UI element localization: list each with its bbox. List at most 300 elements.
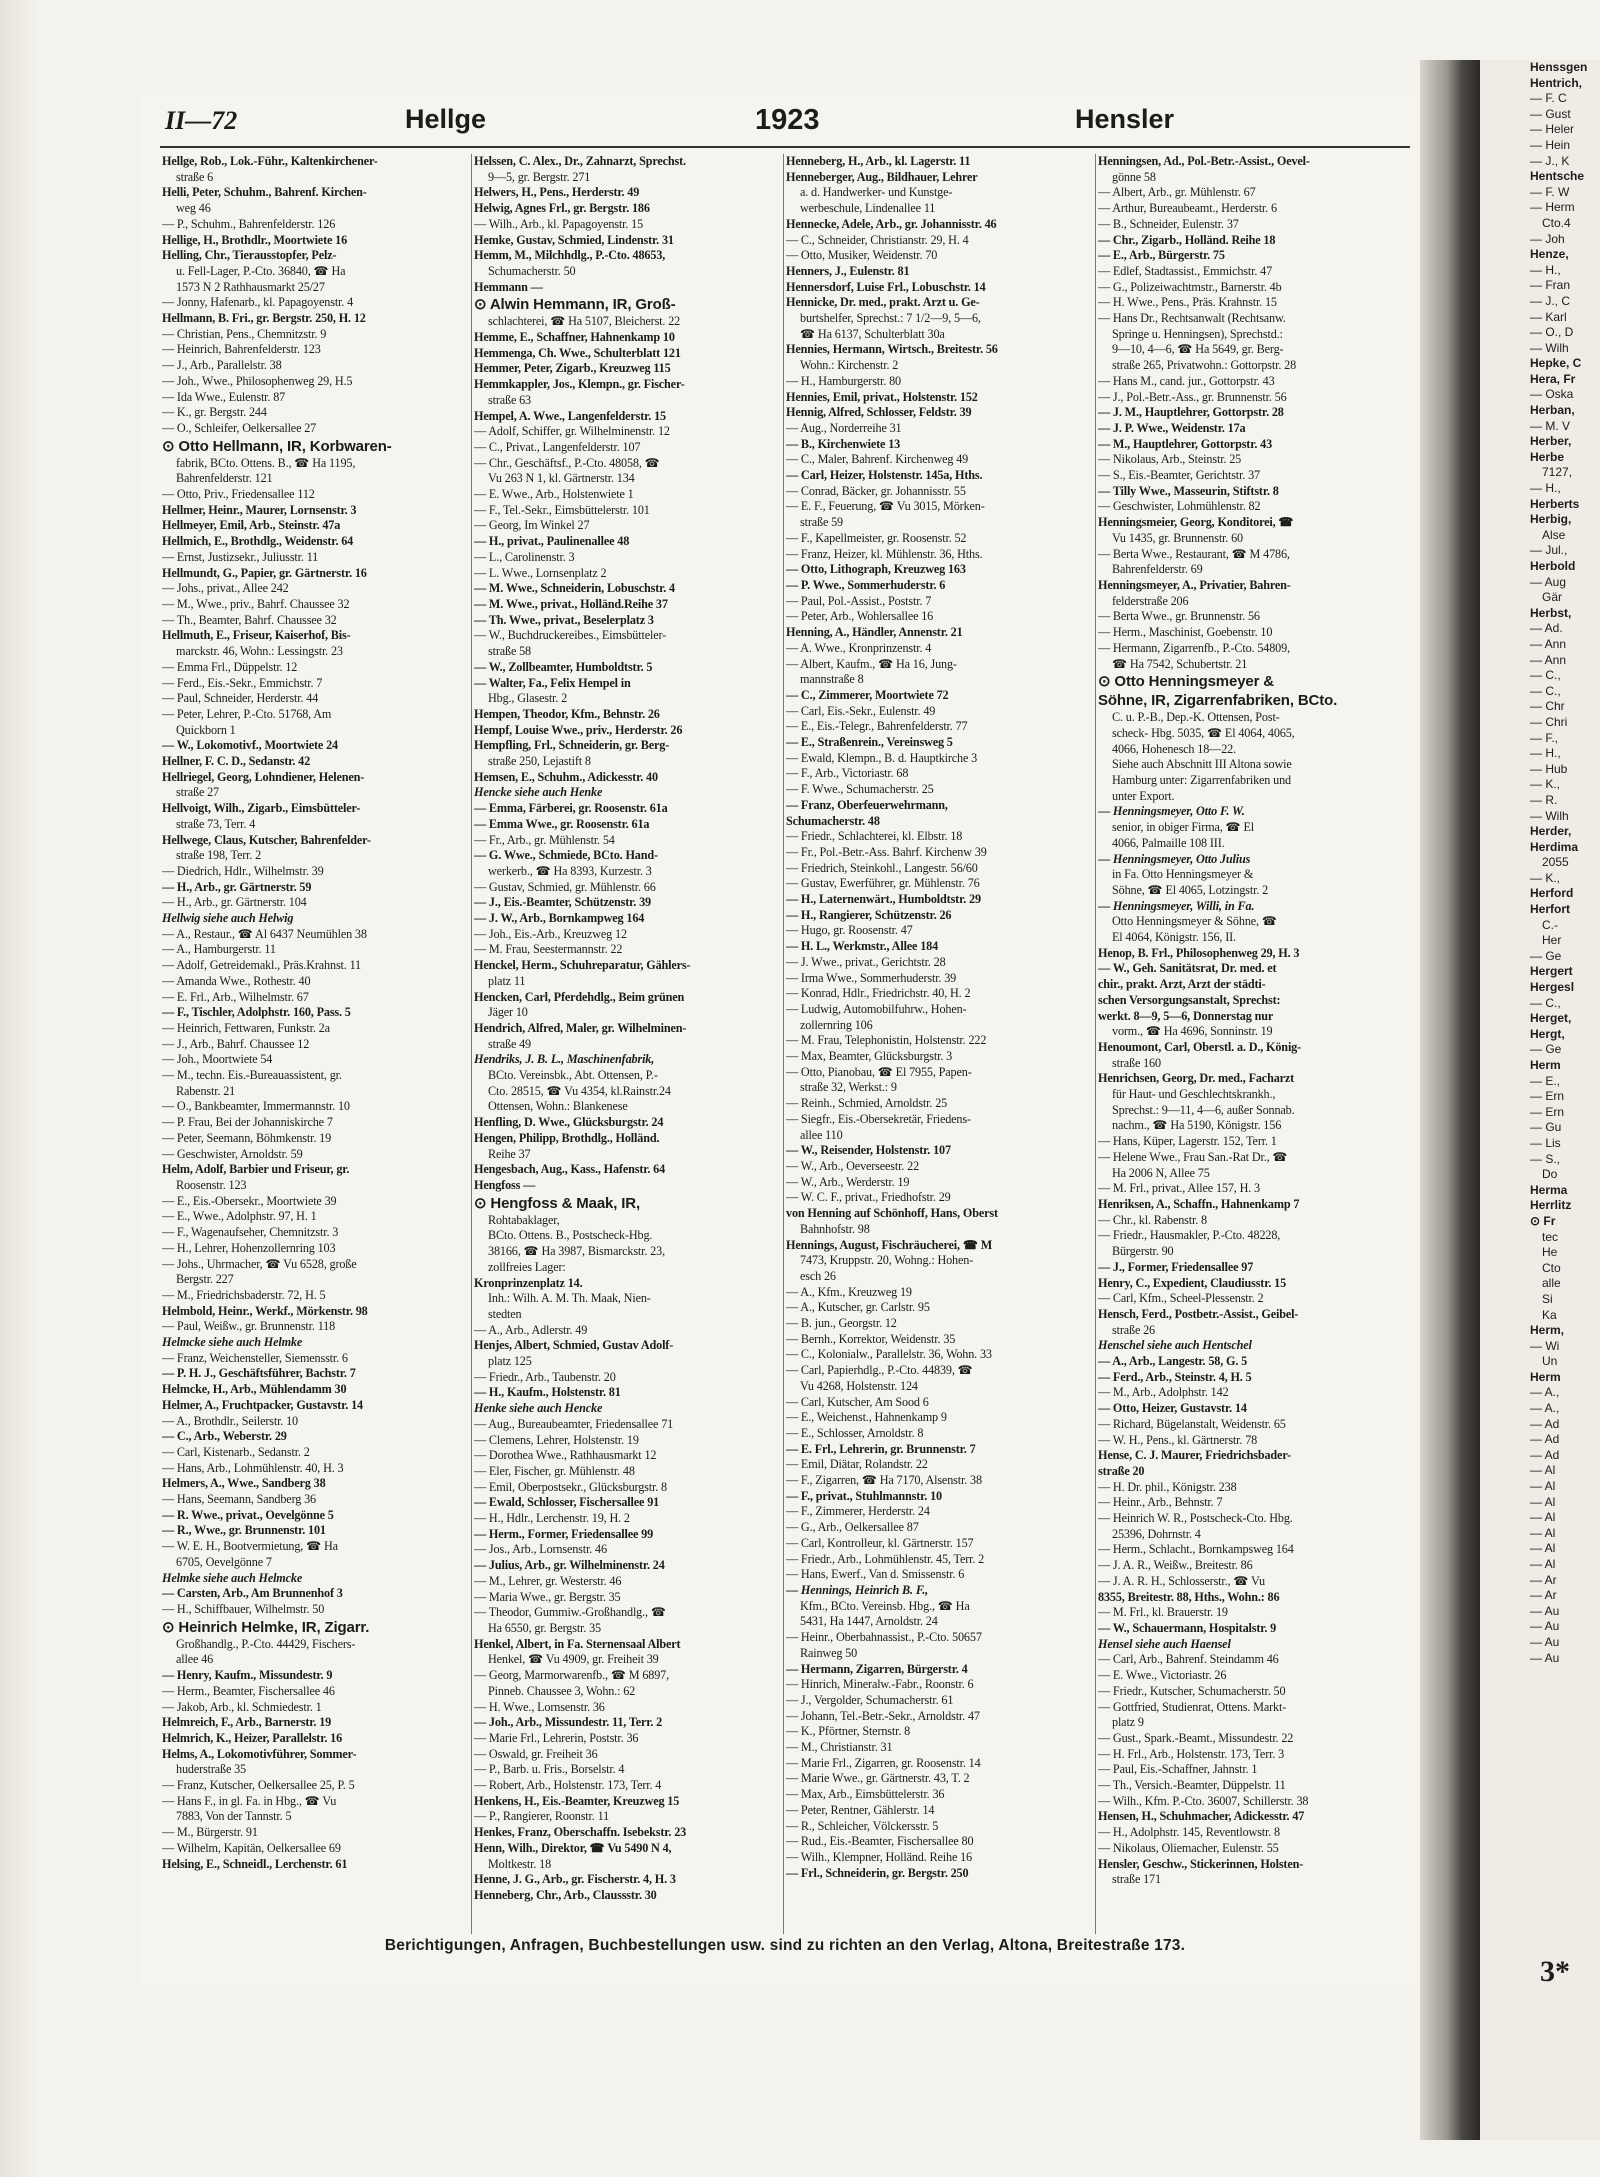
- directory-entry-line: Henkens, H., Eis.-Beamter, Kreuzweg 15: [474, 1793, 680, 1808]
- adjacent-page-number: 3*: [1540, 1955, 1570, 1988]
- directory-entry-line: — Th., Versich.-Beamter, Düppelstr. 11: [1098, 1778, 1286, 1793]
- adjacent-page-line: Hergesl: [1530, 980, 1575, 995]
- directory-entry-line: — Carsten, Arb., Am Brunnenhof 3: [162, 1586, 343, 1601]
- directory-entry-line: — G. Wwe., Schmiede, BCto. Hand-: [474, 848, 658, 863]
- adjacent-page-line: Ka: [1542, 1307, 1557, 1322]
- directory-entry-line: Henning, A., Händler, Annenstr. 21: [786, 625, 963, 640]
- directory-entry-line: straße 73, Terr. 4: [176, 816, 256, 831]
- adjacent-page-line: — K.,: [1530, 870, 1561, 885]
- directory-entry-line: — M., Friedrichsbaderstr. 72, H. 5: [162, 1287, 326, 1302]
- adjacent-page-line: — Al: [1530, 1510, 1556, 1525]
- directory-entry-line: — Hinrich, Mineralw.-Fabr., Roonstr. 6: [786, 1677, 974, 1692]
- adjacent-page-line: — J., C: [1530, 293, 1571, 308]
- directory-entry-line: — Friedr., Arb., Taubenstr. 20: [474, 1369, 616, 1384]
- directory-entry-line: — Franz, Kutscher, Oelkersallee 25, P. 5: [162, 1778, 355, 1793]
- directory-entry-line: — K., gr. Bergstr. 244: [162, 405, 267, 420]
- directory-entry-line: — H., Adolphstr. 145, Reventlowstr. 8: [1098, 1825, 1281, 1840]
- directory-entry-line: — W., Reisender, Holstenstr. 107: [786, 1143, 951, 1158]
- adjacent-page-line: alle: [1542, 1276, 1561, 1291]
- directory-entry-line: 5431, Ha 1447, Arnoldstr. 24: [800, 1614, 938, 1629]
- directory-entry-line: — Albert, Arb., gr. Mühlenstr. 67: [1098, 185, 1256, 200]
- directory-entry-line: — Otto, Lithograph, Kreuzweg 163: [786, 562, 966, 577]
- directory-entry-line: Vu 263 N 1, kl. Gärtnerstr. 134: [488, 471, 635, 486]
- directory-entry-line: Hengesbach, Aug., Kass., Hafenstr. 64: [474, 1162, 666, 1177]
- adjacent-page-line: — Hein: [1530, 137, 1571, 152]
- directory-entry-line: Henschel siehe auch Hentschel: [1098, 1338, 1252, 1353]
- directory-entry-line: Hellriegel, Georg, Lohndiener, Helenen-: [162, 769, 365, 784]
- directory-column-2: [472, 154, 784, 1934]
- directory-entry-line: — Berta Wwe., gr. Brunnenstr. 56: [1098, 609, 1260, 624]
- directory-entry-line: Hensen, H., Schuhmacher, Adickesstr. 47: [1098, 1809, 1305, 1824]
- directory-entry-line: Henop, B. Frl., Philosophenweg 29, H. 3: [1098, 945, 1300, 960]
- directory-entry-line: — Julius, Arb., gr. Wilhelminenstr. 24: [474, 1558, 665, 1573]
- adjacent-page-line: Hentrich,: [1530, 75, 1583, 90]
- directory-entry-line: Hensler, Geschw., Stickerinnen, Holsten-: [1098, 1856, 1304, 1871]
- directory-entry-line: — Robert, Arb., Holstenstr. 173, Terr. 4: [474, 1778, 662, 1793]
- directory-entry-line: — H., Hdlr., Lerchenstr. 19, H. 2: [474, 1511, 630, 1526]
- directory-entry-line: — Chr., kl. Rabenstr. 8: [1098, 1212, 1207, 1227]
- directory-entry-line: — Reinh., Schmied, Arnoldstr. 25: [786, 1096, 948, 1111]
- directory-entry-line: — Hans, Arb., Lohmühlenstr. 40, H. 3: [162, 1460, 344, 1475]
- directory-column-4: [1096, 154, 1408, 1934]
- directory-entry-line: Hencke siehe auch Henke: [474, 785, 603, 800]
- directory-entry-line: — Th. Wwe., privat., Beselerplatz 3: [474, 612, 654, 627]
- directory-entry-line: — Joh., Arb., Missundestr. 11, Terr. 2: [474, 1715, 663, 1730]
- adjacent-page-line: Herban,: [1530, 403, 1575, 418]
- directory-entry-line: — Paul, Pol.-Assist., Poststr. 7: [786, 593, 932, 608]
- directory-entry-line: — L., Carolinenstr. 3: [474, 549, 575, 564]
- directory-entry-line: — M., techn. Eis.-Bureauassistent, gr.: [162, 1068, 342, 1083]
- directory-entry-line: Cto. 28515, ☎ Vu 4354, kl.Rainstr.24: [488, 1083, 671, 1098]
- directory-entry-line: Bergstr. 227: [176, 1272, 234, 1287]
- adjacent-page-line: Herm: [1530, 1058, 1561, 1072]
- directory-entry-line: — H., Arb., gr. Gärtnerstr. 104: [162, 895, 307, 910]
- directory-entry-line: Hempel, A. Wwe., Langenfelderstr. 15: [474, 408, 666, 423]
- directory-entry-line: Hemmenga, Ch. Wwe., Schulterblatt 121: [474, 345, 681, 360]
- directory-entry-line: — E., Arb., Bürgerstr. 75: [1098, 248, 1225, 263]
- directory-entry-line: — Max, Arb., Eimsbüttelerstr. 36: [786, 1787, 945, 1802]
- adjacent-page-line: Henssgen: [1530, 60, 1588, 74]
- directory-entry-line: — Hugo, gr. Roosenstr. 47: [786, 923, 913, 938]
- directory-entry-line: — Chr., Geschäftsf., P.-Cto. 48058, ☎: [474, 455, 660, 470]
- directory-entry-line: Hellmundt, G., Papier, gr. Gärtnerstr. 16: [162, 565, 367, 580]
- adjacent-page-line: Hepke, C: [1530, 356, 1582, 371]
- directory-entry-line: Hendriks, J. B. L., Maschinenfabrik,: [474, 1052, 655, 1067]
- directory-entry-line: 4066, Hohenesch 18—22.: [1112, 741, 1236, 756]
- directory-entry-line: Hendrich, Alfred, Maler, gr. Wilhelminen-: [474, 1020, 687, 1035]
- directory-entry-line: Helms, A., Lokomotivführer, Sommer-: [162, 1746, 357, 1761]
- adjacent-page-line: — Ge: [1530, 1042, 1562, 1057]
- directory-entry-line: 4066, Palmaille 108 III.: [1112, 835, 1225, 850]
- directory-entry-line: Roosenstr. 123: [176, 1178, 247, 1192]
- directory-entry-line: — Peter, Lehrer, P.-Cto. 51768, Am: [162, 706, 332, 721]
- directory-entry-line: — Wilhelm, Kapitän, Oelkersallee 69: [162, 1840, 341, 1855]
- directory-entry-line: fabrik, BCto. Ottens. B., ☎ Ha 1195,: [176, 455, 356, 470]
- directory-entry-line: — L. Wwe., Lornsenplatz 2: [474, 565, 607, 580]
- directory-entry-line: — Wilh., Kfm. P.-Cto. 36007, Schillerstr. 38: [1098, 1793, 1309, 1808]
- directory-entry-line: — H., privat., Paulinenallee 48: [474, 534, 630, 549]
- directory-entry-line: — Ewald, Schlosser, Fischersallee 91: [474, 1495, 660, 1510]
- directory-entry-line: — S., Eis.-Beamter, Gerichtstr. 37: [1098, 468, 1260, 483]
- directory-entry-line: Henn, Wilh., Direktor, ☎ Vu 5490 N 4,: [474, 1840, 672, 1855]
- directory-entry-line: Hempf, Louise Wwe., priv., Herderstr. 26: [474, 722, 683, 737]
- directory-entry-line: Hennig, Alfred, Schlosser, Feldstr. 39: [786, 405, 972, 420]
- adjacent-page-line: Herm: [1530, 1369, 1561, 1384]
- directory-entry-line: — Arthur, Bureaubeamt., Herderstr. 6: [1098, 201, 1277, 216]
- directory-entry-line: u. Fell-Lager, P.-Cto. 36840, ☎ Ha: [176, 263, 346, 278]
- directory-entry-line: — F., Zimmerer, Herderstr. 24: [786, 1504, 930, 1519]
- directory-entry-line: — Heinrich, Fettwaren, Funkstr. 2a: [162, 1020, 330, 1035]
- directory-entry-line: Helwers, H., Pens., Herderstr. 49: [474, 185, 640, 200]
- adjacent-page-line: Herbst,: [1530, 605, 1572, 620]
- directory-entry-line: Hemke, Gustav, Schmied, Lindenstr. 31: [474, 232, 674, 247]
- directory-entry-line: — A. Wwe., Kronprinzenstr. 4: [786, 640, 932, 655]
- directory-entry-line: Henneberg, H., Arb., kl. Lagerstr. 11: [786, 154, 971, 168]
- directory-entry-line: Kfm., BCto. Vereinsb. Hbg., ☎ Ha: [800, 1598, 970, 1613]
- directory-entry-line: Söhne, ☎ El 4065, Lotzingstr. 2: [1112, 882, 1269, 897]
- directory-entry-line: — Maria Wwe., gr. Bergstr. 35: [474, 1589, 621, 1604]
- directory-entry-line: Quickborn 1: [176, 722, 236, 737]
- adjacent-page-line: — Wilh: [1530, 808, 1569, 823]
- book-spine-shadow: [1420, 60, 1480, 2140]
- adjacent-page-line: — Al: [1530, 1557, 1556, 1571]
- directory-entry-line: Hennings, August, Fischräucherei, ☎ M: [786, 1237, 993, 1252]
- directory-entry-line: — Heinr., Oberbahnassist., P.-Cto. 50657: [786, 1630, 982, 1645]
- directory-entry-line: Helling, Chr., Tierausstopfer, Pelz-: [162, 248, 337, 263]
- directory-entry-line: platz 9: [1112, 1715, 1144, 1730]
- adjacent-page-line: 2055: [1542, 855, 1569, 870]
- directory-entry-line: von Henning auf Schönhoff, Hans, Oberst: [786, 1206, 998, 1221]
- directory-entry-line: platz 125: [488, 1354, 532, 1369]
- directory-entry-line: — H., Kaufm., Holstenstr. 81: [474, 1385, 621, 1400]
- directory-entry-line: — Dorothea Wwe., Rathhausmarkt 12: [474, 1448, 657, 1463]
- directory-entry-line: — Christian, Pens., Chemnitzstr. 9: [162, 326, 327, 341]
- directory-entry-line: Springe u. Henningsen), Sprechstd.:: [1112, 326, 1283, 341]
- adjacent-page-line: — Heler: [1530, 122, 1575, 137]
- directory-entry-line: — Otto, Priv., Friedensallee 112: [162, 487, 315, 502]
- adjacent-page-line: — Al: [1530, 1494, 1556, 1509]
- directory-entry-line: Ha 2006 N, Allee 75: [1112, 1165, 1210, 1180]
- directory-entry-line: Helmrich, K., Heizer, Parallelstr. 16: [162, 1730, 343, 1745]
- directory-entry-line: Helmcke, H., Arb., Mühlendamm 30: [162, 1382, 347, 1397]
- adjacent-page-line: Si: [1542, 1291, 1553, 1306]
- adjacent-page-line: tec: [1542, 1229, 1559, 1244]
- directory-entry-line: Bahrenfelderstr. 121: [176, 471, 273, 486]
- directory-entry-line: — Johann, Tel.-Betr.-Sekr., Arnoldstr. 47: [786, 1708, 980, 1723]
- adjacent-page-line: — Ad.: [1530, 621, 1563, 636]
- directory-entry-line: — W., Arb., Oeverseestr. 22: [786, 1159, 920, 1173]
- directory-entry-line: Moltkestr. 18: [488, 1856, 552, 1871]
- directory-entry-line: Bahrenfelderstr. 69: [1112, 562, 1203, 577]
- directory-entry-line: — Johs., Uhrmacher, ☎ Vu 6528, große: [162, 1256, 357, 1271]
- directory-entry-line: Hempfling, Frl., Schneiderin, gr. Berg-: [474, 738, 670, 753]
- directory-entry-line: — J. P. Wwe., Weidenstr. 17a: [1098, 420, 1246, 435]
- directory-entry-line: Hellwig siehe auch Helwig: [162, 911, 294, 926]
- adjacent-page-line: — Ad: [1530, 1416, 1560, 1431]
- adjacent-page-line: Gär: [1542, 590, 1563, 605]
- directory-entry-line: — Carl, Kistenarb., Sedanstr. 2: [162, 1444, 310, 1459]
- directory-entry-line: Henriksen, A., Schaffn., Hahnenkamp 7: [1098, 1197, 1300, 1211]
- adjacent-page-line: — Ge: [1530, 948, 1562, 963]
- directory-entry-line: — Herm., Schlacht., Bornkampsweg 164: [1098, 1542, 1294, 1557]
- directory-entry-line: — M., Lehrer, gr. Westerstr. 46: [474, 1573, 622, 1588]
- directory-entry-line: — Herm., Beamter, Fischersallee 46: [162, 1683, 335, 1698]
- directory-entry-line: stedten: [488, 1306, 522, 1321]
- directory-entry-line: — Henningsmeyer, Willi, in Fa.: [1098, 898, 1255, 913]
- directory-entry-line: — J., Vergolder, Schumacherstr. 61: [786, 1692, 954, 1707]
- adjacent-page-line: — E.,: [1530, 1073, 1561, 1088]
- directory-entry-line: Hensel siehe auch Haensel: [1098, 1636, 1231, 1651]
- adjacent-page-line: Herget,: [1530, 1011, 1572, 1026]
- directory-entry-line: Henkel, ☎ Vu 4909, gr. Freiheit 39: [488, 1652, 659, 1667]
- directory-entry-line: Bahnhofstr. 98: [800, 1221, 870, 1236]
- directory-entry-line: — Edlef, Stadtassist., Emmichstr. 47: [1098, 263, 1273, 278]
- directory-entry-line: — P. Wwe., Sommerhuderstr. 6: [786, 577, 946, 592]
- adjacent-page-line: — O., D: [1530, 325, 1574, 340]
- directory-entry-line: — Emma Wwe., gr. Roosenstr. 61a: [474, 816, 650, 831]
- directory-entry-line: — C., Arb., Weberstr. 29: [162, 1429, 287, 1444]
- directory-entry-line: in Fa. Otto Henningsmeyer &: [1112, 867, 1254, 882]
- directory-entry-line: Henoumont, Carl, Oberstl. a. D., König-: [1098, 1039, 1302, 1054]
- adjacent-page-line: — H.,: [1530, 746, 1561, 761]
- directory-entry-line: — F., Zigarren, ☎ Ha 7170, Alsenstr. 38: [786, 1473, 982, 1488]
- adjacent-page-line: — Al: [1530, 1463, 1556, 1478]
- directory-column-3: [784, 154, 1096, 1934]
- directory-entry-line: — Hans, Küper, Lagerstr. 152, Terr. 1: [1098, 1134, 1277, 1149]
- directory-entry-line: ⊙ Otto Hellmann, IR, Korbwaren-: [162, 437, 392, 455]
- directory-entry-line: Hellige, H., Brothdlr., Moortwiete 16: [162, 232, 348, 247]
- directory-entry-line: — Hermann, Zigarrenfb., P.-Cto. 54809,: [1098, 640, 1290, 655]
- directory-entry-line: straße 32, Werkst.: 9: [800, 1080, 897, 1095]
- adjacent-page-line: — H.,: [1530, 481, 1561, 496]
- directory-entry-line: — Diedrich, Hdlr., Wilhelmstr. 39: [162, 863, 324, 878]
- adjacent-page-line: Her: [1542, 933, 1562, 948]
- directory-entry-line: Henckel, Herm., Schuhreparatur, Gählers-: [474, 958, 691, 973]
- directory-entry-line: — Wilh., Klempner, Holländ. Reihe 16: [786, 1849, 972, 1864]
- directory-entry-line: 9—5, gr. Bergstr. 271: [488, 169, 591, 184]
- directory-entry-line: — H. Wwe., Lornsenstr. 36: [474, 1699, 605, 1714]
- adjacent-page-line: Herfort: [1530, 902, 1571, 917]
- directory-entry-line: — Henry, Kaufm., Missundestr. 9: [162, 1668, 333, 1683]
- directory-entry-line: — M., Christianstr. 31: [786, 1740, 893, 1755]
- adjacent-page-line: Herberts: [1530, 496, 1580, 511]
- directory-entry-line: — Heinr., Arb., Behnstr. 7: [1098, 1495, 1223, 1510]
- directory-entry-line: — P., Barb. u. Fris., Borselstr. 4: [474, 1762, 625, 1777]
- directory-entry-line: — J. M., Hauptlehrer, Gottorpstr. 28: [1098, 405, 1284, 420]
- directory-entry-line: zollernring 106: [800, 1017, 873, 1032]
- directory-entry-line: für Haut- und Geschlechtskrankh.,: [1112, 1087, 1276, 1102]
- directory-entry-line: — Henningsmeyer, Otto Julius: [1098, 851, 1251, 866]
- page-header: [165, 104, 1405, 142]
- directory-entry-line: — Fr., Arb., gr. Mühlenstr. 54: [474, 832, 615, 847]
- scan-left-margin: [0, 0, 40, 2177]
- directory-entry-line: — Hans M., cand. jur., Gottorpstr. 43: [1098, 373, 1275, 388]
- directory-entry-line: — Th., Beamter, Bahrf. Chaussee 32: [162, 612, 337, 627]
- directory-entry-line: — Joh., Moortwiete 54: [162, 1052, 273, 1067]
- adjacent-page-line: — Au: [1530, 1634, 1560, 1649]
- directory-entry-line: — Ferd., Arb., Steinstr. 4, H. 5: [1098, 1369, 1252, 1384]
- directory-entry-line: — B., Kirchenwiete 13: [786, 436, 901, 451]
- adjacent-page-line: — Ar: [1530, 1588, 1557, 1603]
- directory-entry-line: — J., Former, Friedensallee 97: [1098, 1259, 1254, 1274]
- directory-entry-line: — Max, Beamter, Glücksburgstr. 3: [786, 1049, 953, 1064]
- directory-entry-line: Bürgerstr. 90: [1112, 1244, 1174, 1259]
- adjacent-page-line: — Herm: [1530, 200, 1575, 215]
- directory-entry-line: — H., Hamburgerstr. 80: [786, 373, 901, 388]
- directory-entry-line: Helmbold, Heinr., Werkf., Mörkenstr. 98: [162, 1303, 368, 1318]
- directory-entry-line: straße 27: [176, 785, 219, 800]
- directory-entry-line: Ottensen, Wohn.: Blankenese: [488, 1099, 628, 1114]
- directory-entry-line: — Bernh., Korrektor, Weidenstr. 35: [786, 1331, 956, 1346]
- directory-entry-line: — Ferd., Eis.-Sekr., Emmichstr. 7: [162, 675, 323, 690]
- directory-entry-line: straße 26: [1112, 1322, 1155, 1337]
- directory-entry-line: 8355, Breitestr. 88, Hths., Wohn.: 86: [1098, 1589, 1280, 1604]
- directory-entry-line: Hencken, Carl, Pferdehdlg., Beim grünen: [474, 989, 685, 1004]
- directory-entry-line: — Friedr., Kutscher, Schumacherstr. 50: [1098, 1683, 1286, 1698]
- adjacent-page-line: — M. V: [1530, 418, 1571, 433]
- directory-entry-line: — G., Polizeiwachtmstr., Barnerstr. 4b: [1098, 279, 1282, 294]
- directory-entry-line: — Gustav, Schmied, gr. Mühlenstr. 66: [474, 879, 656, 894]
- directory-entry-line: — Tilly Wwe., Masseurin, Stiftstr. 8: [1098, 483, 1279, 498]
- directory-entry-line: — Albert, Kaufm., ☎ Ha 16, Jung-: [786, 656, 957, 671]
- directory-entry-line: — Emil, Diätar, Rolandstr. 22: [786, 1457, 928, 1472]
- directory-entry-line: — Carl, Kontrolleur, kl. Gärtnerstr. 157: [786, 1535, 974, 1550]
- directory-entry-line: — K., Pförtner, Sternstr. 8: [786, 1724, 911, 1739]
- directory-entry-line: — M., Arb., Adolphstr. 142: [1098, 1385, 1229, 1400]
- page-number: II—72: [165, 106, 238, 135]
- adjacent-page-line: — Ann: [1530, 652, 1567, 667]
- directory-entry-line: — Hans, Ewerf., Van d. Smissenstr. 6: [786, 1567, 965, 1582]
- header-rule: [160, 146, 1410, 148]
- directory-entry-line: — W. C. F., privat., Friedhofstr. 29: [786, 1190, 951, 1205]
- directory-entry-line: Pinneb. Chaussee 3, Wohn.: 62: [488, 1683, 636, 1698]
- adjacent-page-line: He: [1542, 1245, 1558, 1260]
- directory-entry-line: Helmke siehe auch Helmcke: [162, 1570, 303, 1585]
- directory-entry-line: — Berta Wwe., Restaurant, ☎ M 4786,: [1098, 546, 1290, 561]
- directory-entry-line: — Geschwister, Arnoldstr. 59: [162, 1146, 303, 1161]
- directory-entry-line: — Aug., Norderreihe 31: [786, 420, 902, 435]
- directory-entry-line: — P., Rangierer, Roonstr. 11: [474, 1809, 610, 1824]
- adjacent-page-line: — Wi: [1530, 1338, 1560, 1353]
- directory-entry-line: — Fr., Pol.-Betr.-Ass. Bahrf. Kirchenw 39: [786, 844, 987, 859]
- directory-entry-line: a. d. Handwerker- und Kunstge-: [800, 185, 953, 200]
- directory-entry-line: — J. W., Arb., Bornkampweg 164: [474, 911, 645, 926]
- directory-entry-line: — Ludwig, Automobilfuhrw., Hohen-: [786, 1001, 967, 1016]
- directory-entry-line: Hennersdorf, Luise Frl., Lobuschstr. 14: [786, 279, 986, 294]
- directory-entry-line: — F., privat., Stuhlmannstr. 10: [786, 1488, 942, 1503]
- adjacent-page-line: — Au: [1530, 1603, 1560, 1618]
- adjacent-page-line: — Au: [1530, 1650, 1560, 1665]
- directory-entry-line: — Marie Wwe., gr. Gärtnerstr. 43, T. 2: [786, 1771, 970, 1786]
- directory-entry-line: — Nikolaus, Arb., Steinstr. 25: [1098, 452, 1242, 467]
- directory-entry-line: allee 46: [176, 1652, 214, 1667]
- directory-entry-line: — M. Wwe., privat., Holländ.Reihe 37: [474, 596, 668, 611]
- directory-entry-line: allee 110: [800, 1127, 843, 1142]
- directory-entry-line: — F., Arb., Victoriastr. 68: [786, 766, 909, 781]
- directory-entry-line: unter Export.: [1112, 788, 1175, 803]
- directory-entry-line: — H., Rangierer, Schützenstr. 26: [786, 907, 952, 922]
- directory-entry-line: — E., Wwe., Adolphstr. 97, H. 1: [162, 1209, 317, 1224]
- directory-entry-line: Helwig, Agnes Frl., gr. Bergstr. 186: [474, 201, 650, 216]
- adjacent-page-line: ⊙ Fr: [1530, 1213, 1556, 1228]
- directory-entry-line: Hensch, Ferd., Postbetr.-Assist., Geibel-: [1098, 1306, 1299, 1321]
- directory-entry-line: straße 250, Lejastift 8: [488, 754, 591, 769]
- directory-entry-line: 7473, Kruppstr. 20, Wohng.: Hohen-: [800, 1253, 974, 1268]
- directory-entry-line: — M., Bürgerstr. 91: [162, 1825, 258, 1840]
- directory-entry-line: — Peter, Seemann, Böhmkenstr. 19: [162, 1130, 332, 1145]
- directory-entry-line: — Paul, Schneider, Herderstr. 44: [162, 691, 319, 706]
- directory-entry-line: Helsing, E., Schneidl., Lerchenstr. 61: [162, 1856, 348, 1871]
- adjacent-page-line: Henze,: [1530, 247, 1569, 262]
- directory-entry-line: Henjes, Albert, Schmied, Gustav Adolf-: [474, 1338, 674, 1353]
- directory-entry-line: Sprechst.: 9—11, 4—6, außer Sonnab.: [1112, 1102, 1295, 1117]
- directory-entry-line: Helm, Adolf, Barbier und Friseur, gr.: [162, 1162, 350, 1177]
- directory-entry-line: platz 11: [488, 973, 526, 988]
- adjacent-page-line: — Ern: [1530, 1104, 1565, 1119]
- directory-entry-line: — J., Arb., Bahrf. Chaussee 12: [162, 1036, 310, 1051]
- adjacent-page-line: Herrlitz: [1530, 1198, 1572, 1213]
- directory-entry-line: Hemm, M., Milchhdlg., P.-Cto. 48653,: [474, 248, 666, 263]
- directory-entry-line: — F., Tel.-Sekr., Eimsbüttelerstr. 101: [474, 502, 650, 517]
- directory-entry-line: — G., Arb., Oelkersallee 87: [786, 1520, 919, 1535]
- adjacent-page-line: — Ad: [1530, 1447, 1560, 1462]
- directory-entry-line: — Jos., Arb., Lornsenstr. 46: [474, 1542, 607, 1557]
- directory-entry-line: felderstraße 206: [1112, 593, 1189, 608]
- directory-entry-line: — Otto, Musiker, Weidenstr. 70: [786, 248, 938, 263]
- directory-entry-line: Hellvoigt, Wilh., Zigarb., Eimsbütteler-: [162, 801, 361, 816]
- directory-entry-line: — E. Wwe., Victoriastr. 26: [1098, 1668, 1227, 1683]
- directory-entry-line: El 4064, Königstr. 156, II.: [1112, 930, 1236, 945]
- directory-entry-line: — H. Dr. phil., Königstr. 238: [1098, 1479, 1237, 1494]
- directory-entry-line: scheck- Hbg. 5035, ☎ El 4064, 4065,: [1112, 725, 1295, 740]
- directory-entry-line: Hellmeyer, Emil, Arb., Steinstr. 47a: [162, 518, 341, 533]
- adjacent-page-line: — Ar: [1530, 1572, 1557, 1587]
- directory-entry-line: — P. Frau, Bei der Johanniskirche 7: [162, 1115, 333, 1130]
- directory-entry-line: Rabenstr. 21: [176, 1083, 236, 1098]
- directory-entry-line: — Henningsmeyer, Otto F. W.: [1098, 804, 1245, 819]
- directory-entry-line: — Georg, Im Winkel 27: [474, 518, 590, 533]
- adjacent-page-line: — Al: [1530, 1525, 1556, 1540]
- directory-entry-line: — Herm., Former, Friedensallee 99: [474, 1526, 654, 1541]
- directory-entry-line: — C., Schneider, Christianstr. 29, H. 4: [786, 232, 969, 247]
- directory-entry-line: 1573 N 2 Rathhausmarkt 25/27: [176, 279, 325, 294]
- adjacent-page-line: — Chri: [1530, 714, 1568, 729]
- directory-entry-line: — A., Brothdlr., Seilerstr. 10: [162, 1413, 298, 1428]
- adjacent-page-line: Herma: [1530, 1182, 1568, 1197]
- directory-entry-line: — M. Frau, Telephonistin, Holstenstr. 222: [786, 1033, 987, 1048]
- adjacent-page-line: Hentsche: [1530, 169, 1585, 184]
- directory-entry-line: — Peter, Arb., Wohlersallee 16: [786, 609, 934, 624]
- directory-entry-line: — E. F., Feuerung, ☎ Vu 3015, Mörken-: [786, 499, 985, 514]
- directory-entry-line: 25396, Dohrnstr. 4: [1112, 1526, 1201, 1541]
- directory-entry-line: — Geschwister, Lohmühlenstr. 82: [1098, 499, 1261, 514]
- directory-entry-line: — Gustav, Ewerführer, gr. Mühlenstr. 76: [786, 876, 980, 891]
- directory-entry-line: — A., Hamburgerstr. 11: [162, 942, 276, 957]
- directory-entry-line: — Aug., Bureaubeamter, Friedensallee 71: [474, 1416, 674, 1431]
- directory-entry-line: Henry, C., Expedient, Claudiusstr. 15: [1098, 1275, 1287, 1290]
- adjacent-page-line: — J., K: [1530, 153, 1570, 168]
- adjacent-page-line: — Lis: [1530, 1135, 1561, 1150]
- directory-entry-line: senior, in obiger Firma, ☎ El: [1112, 820, 1255, 835]
- directory-entry-line: — P. H. J., Geschäftsführer, Bachstr. 7: [162, 1366, 356, 1381]
- directory-entry-line: ⊙ Otto Henningsmeyer &: [1098, 673, 1274, 691]
- directory-entry-line: ☎ Ha 7542, Schubertstr. 21: [1112, 656, 1248, 671]
- directory-entry-line: Schumacherstr. 48: [786, 813, 880, 828]
- adjacent-page-line: 7127,: [1542, 465, 1573, 480]
- directory-entry-line: Hamburg unter: Zigarrenfabriken und: [1112, 773, 1291, 788]
- directory-entry-line: zollfreies Lager:: [488, 1259, 566, 1274]
- directory-entry-line: — E. Wwe., Arb., Holstenwiete 1: [474, 487, 634, 502]
